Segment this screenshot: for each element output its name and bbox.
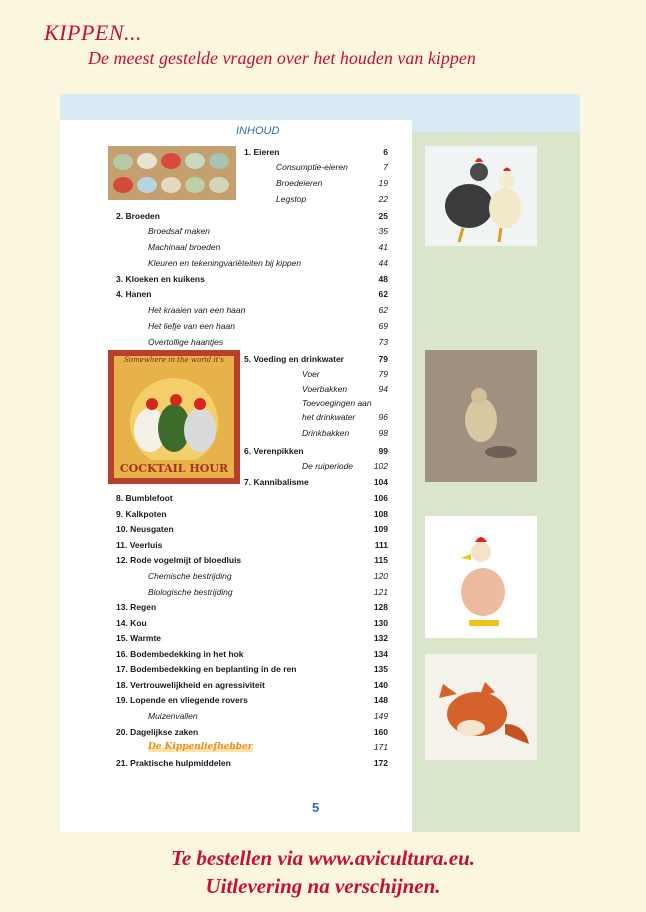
page-number: 5	[312, 800, 320, 815]
toc-entry-label: Drinkbakken	[302, 428, 350, 438]
toc-entry-label: 3. Kloeken en kuikens	[116, 274, 205, 284]
chick-svg	[425, 350, 537, 482]
toc-entry-label: Voer	[302, 369, 320, 379]
delivery-info: Uitlevering na verschijnen.	[205, 874, 441, 898]
toc-entry-page: 48	[378, 274, 388, 284]
fox-svg	[425, 654, 537, 760]
roosters-cartoon-image	[425, 146, 537, 246]
toc-entry-label: Machinaal broeden	[148, 242, 221, 252]
toc-entry-page: 115	[374, 555, 388, 565]
toc-entry-label: 21. Praktische hulpmiddelen	[116, 758, 231, 768]
toc-entry-page: 172	[373, 758, 388, 768]
toc-entry-page: 160	[373, 727, 388, 737]
toc-entry-page: 135	[373, 664, 388, 674]
toc-entry-page: 104	[373, 477, 388, 487]
roosters-svg	[425, 146, 537, 246]
toc-entry-label: 2. Broeden	[116, 211, 160, 221]
toc-entry-label: Het liefje van een haan	[148, 321, 235, 331]
toc-entry-label: Toevoegingen aan	[302, 398, 372, 408]
toc-entry-page: 134	[373, 649, 388, 659]
toc-entry-label: 13. Regen	[116, 602, 157, 612]
toc-entry-page: 7	[383, 162, 388, 172]
toc-entry-label: 10. Neusgaten	[116, 524, 174, 534]
toc-entry-page: 149	[373, 711, 388, 721]
toc-entry-page: 96	[378, 412, 388, 422]
toc-entry-page: 44	[378, 258, 388, 268]
toc-page-margin	[60, 132, 108, 832]
toc-entry-page: 41	[378, 242, 388, 252]
toc-entry-page: 98	[378, 428, 388, 438]
toc-entry-label: Broedsaf maken	[148, 226, 210, 236]
cocktail-hour-poster	[108, 350, 240, 484]
eggs-image	[108, 146, 236, 200]
toc-entry-label: 12. Rode vogelmijt of bloedluis	[116, 555, 242, 565]
toc-entry-page: 171	[373, 742, 388, 752]
toc-entry-label: Voerbakken	[302, 384, 348, 394]
cartoon-chicken-image	[425, 516, 537, 638]
toc-entry-page: 108	[373, 509, 388, 519]
toc-entry-page: 22	[378, 194, 388, 204]
toc-entry-label: 11. Veerluis	[116, 540, 163, 550]
page-title: KIPPEN...	[44, 20, 142, 45]
toc-entry-label: Consumptie-eieren	[276, 162, 348, 172]
toc-heading: INHOUD	[236, 125, 280, 137]
toc-entry-label: 16. Bodembedekking in het hok	[116, 649, 244, 659]
toc-entry-label: 14. Kou	[116, 618, 147, 628]
eggs-tray-svg	[108, 146, 236, 200]
toc-entry-label: 7. Kannibalisme	[244, 477, 309, 487]
toc-entry-label: 19. Lopende en vliegende rovers	[116, 695, 248, 705]
toc-entry-label: 1. Eieren	[244, 147, 280, 157]
toc-entry-page: 73	[378, 337, 388, 347]
toc-entry-page: 62	[378, 305, 388, 315]
toc-entry-page: 121	[373, 587, 388, 597]
toc-entry-label: Het kraaien van een haan	[148, 305, 246, 315]
toc-entry-label: Chemische bestrijding	[148, 571, 232, 581]
toc-entry-label: Overtollige haantjes	[148, 337, 224, 347]
toc-entry-page: 111	[374, 540, 388, 550]
toc-entry-page: 94	[378, 384, 388, 394]
toc-entry-page: 6	[383, 147, 388, 157]
poster-bottom-text: COCKTAIL HOUR	[119, 462, 229, 475]
toc-entry-page: 109	[373, 524, 388, 534]
toc-entry-page: 148	[373, 695, 388, 705]
toc-entry-label: De ruiperiode	[302, 461, 354, 471]
toc-entry-page: 69	[378, 321, 388, 331]
toc-entry-page: 79	[378, 369, 388, 379]
toc-entry-label: 4. Hanen	[116, 289, 152, 299]
chick-photo	[425, 350, 537, 482]
toc-entry-label: 17. Bodembedekking en beplanting in de ren	[116, 664, 297, 674]
toc-entry-label: 8. Bumblefoot	[116, 493, 173, 503]
cartoon-fox-image	[425, 654, 537, 760]
toc-entry-label: 18. Vertrouwelijkheid en agressiviteit	[116, 680, 265, 690]
toc-entry-label: 15. Warmte	[116, 633, 162, 643]
order-info: Te bestellen via www.avicultura.eu.	[170, 846, 476, 870]
toc-entry-page: 25	[378, 211, 388, 221]
toc-entry-page: 102	[373, 461, 388, 471]
toc-entry-label: Broedeieren	[276, 178, 323, 188]
toc-entry-label: Kleuren en tekeningvariëteiten bij kippen	[148, 258, 302, 268]
toc-entry-page: 35	[378, 226, 388, 236]
toc-entry-page: 140	[373, 680, 388, 690]
page-subtitle: De meest gestelde vragen over het houden van kippen	[88, 48, 476, 68]
cartoon-chicken-svg	[425, 516, 537, 638]
toc-entry-page: 99	[378, 446, 388, 456]
toc-entry-page: 106	[373, 493, 388, 503]
toc-entry-label: 5. Voeding en drinkwater	[244, 354, 344, 364]
toc-entry-label: 20. Dagelijkse zaken	[116, 727, 199, 737]
toc-entry-page: 132	[373, 633, 388, 643]
toc-entry-label: het drinkwater	[302, 412, 356, 422]
toc-entry-page: 62	[378, 289, 388, 299]
toc-entry-label: 6. Verenpikken	[244, 446, 304, 456]
toc-entry-page: 120	[373, 571, 388, 581]
toc-entry-label: Muizenvallen	[148, 711, 198, 721]
toc-entry-page: 128	[373, 602, 388, 612]
toc-entry-page: 130	[373, 618, 388, 628]
toc-entry-label: Biologische bestrijding	[148, 587, 233, 597]
toc-entry-label: Legstop	[276, 194, 307, 204]
toc-entry-label: 9. Kalkpoten	[116, 509, 167, 519]
toc-entry-page: 19	[378, 178, 388, 188]
poster-top-text: Somewhere in the world it's	[124, 356, 224, 364]
toc-entry-page: 79	[378, 354, 388, 364]
toc-entry-label: De Kippenliefhebber	[148, 742, 253, 752]
